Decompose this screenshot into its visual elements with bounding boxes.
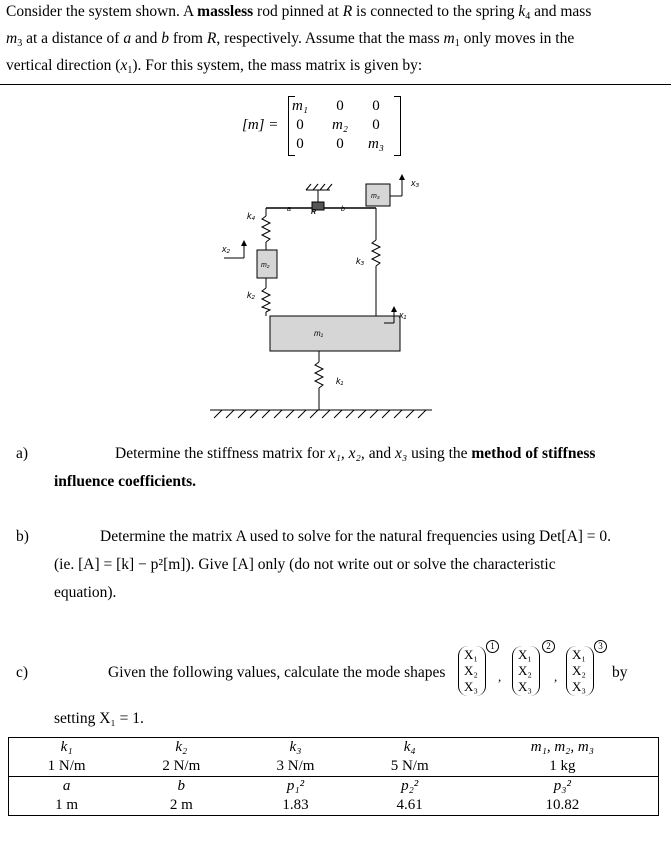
label-x2: x₂ [222,244,230,254]
system-figure [0,165,671,425]
intro-line-1: Consider the system shown. A massless rod pinned at R is connected to the spring $k_4$ and mass [6,3,592,22]
values-table [8,737,659,816]
table-row [9,796,659,816]
mode-number-3: 3 [594,640,607,653]
matrix-cell: m₃ [367,136,385,152]
table-cell: 4.61 [353,796,467,816]
part-b-line-3: equation). [54,584,117,601]
table-cell: k₄ [353,738,467,758]
table-cell: b [124,777,238,797]
part-b-line-2: (ie. [A] = [k] − p²[m]). Give [A] only (do not write out or solve the characteristic [54,556,556,573]
table-cell: 2 m [124,796,238,816]
part-c-by: by [612,664,628,681]
table-cell: p₁² [238,777,352,797]
label-b: b [341,206,345,213]
table-cell: 2 N/m [162,758,201,774]
table-cell: a [9,777,125,797]
label-a: a [287,206,291,213]
part-c-label: c) [16,664,29,681]
part-a-line-1: Determine the stiffness matrix for x₁, x₂, and x₃ using the method of stiffness [115,445,596,462]
part-c-text: Given the following values, calculate the mode shapes [108,664,446,681]
label-k1: k₁ [336,376,344,386]
part-a-line-2: influence coefficients. [54,473,197,490]
table-row [9,738,659,758]
label-x1: x₁ [399,310,407,320]
matrix-cell: 0 [372,98,380,114]
table-cell: k₂ [124,738,238,758]
matrix-cell: 0 [336,98,344,114]
table-cell: p₂² [353,777,467,797]
vector-1-x2: X₂ [464,663,478,678]
table-cell: k₃ [238,738,352,758]
vector-3-x3: X₃ [572,679,586,694]
mode-number-1: 1 [486,640,499,653]
mass-m1-block [270,316,400,351]
mass-matrix-lhs: [m] = [242,117,279,133]
label-m2: m₂ [261,262,270,269]
table-cell: m₁, m₂, m₃ [467,738,659,758]
vector-1-x1: X₁ [464,647,478,662]
table-row [9,777,659,797]
table-cell: 1.83 [238,796,352,816]
vector-3-x2: X₂ [572,663,586,678]
label-k4: k₄ [247,211,256,221]
mode-shape-vectors [456,640,626,700]
label-k2: k₂ [247,290,255,300]
table-cell: 1 N/m [9,757,125,777]
table-cell: 10.82 [467,796,659,816]
mode-number-2: 2 [542,640,555,653]
label-m1: m₁ [314,329,324,338]
matrix-cell: 0 [372,117,380,133]
part-a-label: a) [16,445,29,462]
part-c-setting: setting X₁ = 1. [54,710,144,727]
matrix-cell: m₁ [291,98,309,114]
table-cell: 1 kg [467,757,659,777]
vector-comma: , [498,669,502,684]
label-m3: m₃ [371,193,380,200]
table-row [9,757,659,777]
label-x3: x₃ [411,178,420,188]
table-cell: p₃² [467,777,659,797]
matrix-cell: 0 [336,136,344,152]
intro-divider [0,84,671,85]
table-cell: 5 N/m [390,758,429,774]
matrix-cell: 0 [296,136,304,152]
vector-comma: , [554,669,558,684]
intro-line-3: vertical direction $(x_1)$. For this system, the mass matrix is given by: [6,57,423,76]
vector-2-x2: X₂ [518,663,532,678]
matrix-cell: m₂ [331,117,349,133]
table-cell: k₁ [9,738,125,758]
table-cell: 1 m [9,796,125,816]
part-b-label: b) [16,528,29,545]
matrix-cell: 0 [296,117,304,133]
ground-hatch [214,410,426,418]
part-b-line-1: Determine the matrix A used to solve for the natural frequencies using Det[A] = 0. [100,528,612,545]
label-R: R [311,209,317,216]
vector-3-x1: X₁ [572,647,586,662]
table-cell: 3 N/m [276,758,315,774]
label-k3: k₃ [356,256,365,266]
vector-2-x1: X₁ [518,647,532,662]
vector-2-x3: X₃ [518,679,532,694]
vector-1-x3: X₃ [464,679,478,694]
intro-line-2: $m_3$ at a distance of a and b from R, respectively. Assume that the mass $m_1$ only moves in the [6,30,575,49]
